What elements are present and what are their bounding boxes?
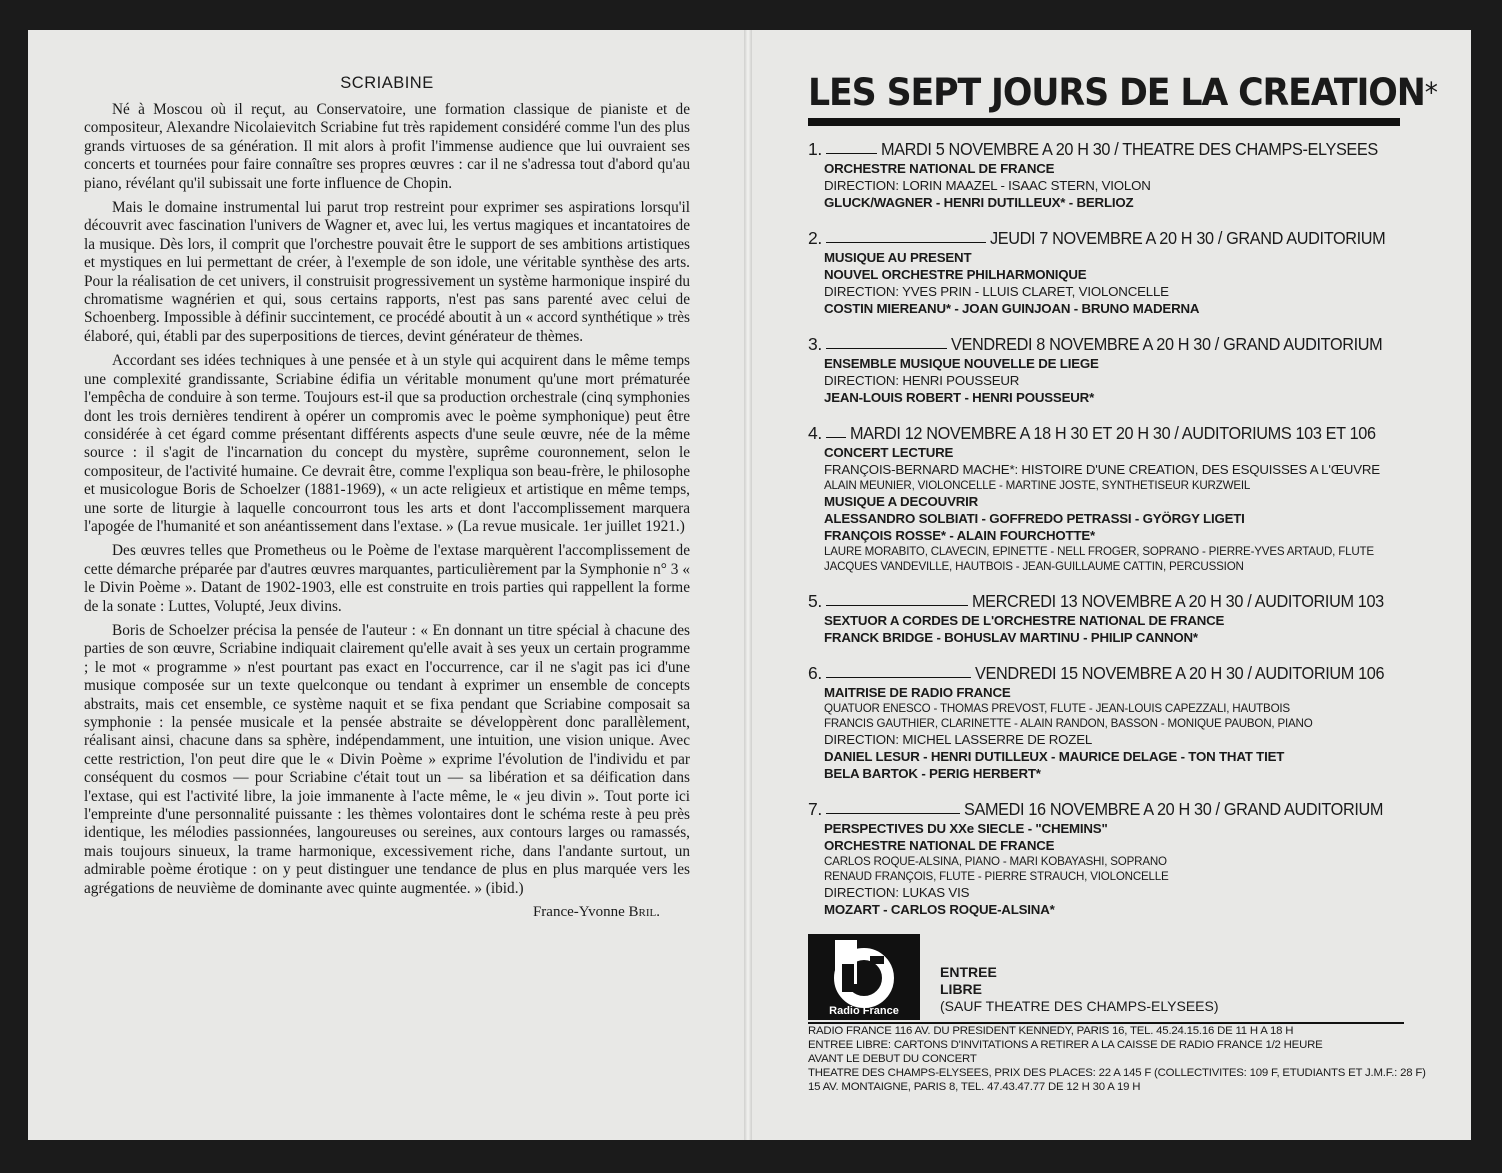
footer-line: THEATRE DES CHAMPS-ELYSEES, PRIX DES PLACES: 22 A 145 F (COLLECTIVITES: 109 F, ETUDIANTS ET J.M.F.: 28 F) <box>808 1066 1426 1079</box>
concert-day-blank-line <box>826 677 971 678</box>
concert-number: 3. <box>808 334 822 354</box>
concert-detail-line: SEXTUOR A CORDES DE L'ORCHESTRE NATIONAL DE FRANCE <box>824 613 1225 628</box>
concert-header <box>808 333 1415 355</box>
concert-header <box>808 798 1415 820</box>
concert-detail-line: QUATUOR ENESCO - THOMAS PREVOST, FLUTE - JEAN-LOUIS CAPEZZALI, HAUTBOIS <box>824 702 1290 715</box>
concert-date-venue: MARDI 5 NOVEMBRE A 20 H 30 / THEATRE DES CHAMPS-ELYSEES <box>880 139 1378 159</box>
concert-detail-line: DIRECTION: MICHEL LASSERRE DE ROZEL <box>824 732 1093 747</box>
concert-entry <box>808 798 1415 918</box>
concert-day-blank-line <box>826 813 961 814</box>
concert-detail-line: MUSIQUE AU PRESENT <box>824 250 972 265</box>
concert-detail-line: DIRECTION: LORIN MAAZEL - ISAAC STERN, VIOLON <box>824 178 1151 193</box>
entree-block <box>808 934 1415 1020</box>
concert-entry <box>808 227 1415 317</box>
page-fold <box>744 30 752 1140</box>
title-rule <box>808 118 1400 126</box>
concert-header <box>808 138 1415 160</box>
entree-line: ENTREE <box>940 964 997 980</box>
article-body <box>84 101 690 898</box>
concert-details <box>808 160 1415 211</box>
program-title-asterisk: * <box>1424 76 1437 109</box>
right-page <box>752 30 1471 1140</box>
concert-detail-line: ALESSANDRO SOLBIATI - GOFFREDO PETRASSI - GYÖRGY LIGETI <box>824 511 1245 526</box>
concert-number: 2. <box>808 228 822 248</box>
concert-date-venue: MERCREDI 13 NOVEMBRE A 20 H 30 / AUDITORIUM 103 <box>972 591 1385 611</box>
concert-details <box>808 249 1415 317</box>
concert-header <box>808 590 1415 612</box>
concert-detail-line: JACQUES VANDEVILLE, HAUTBOIS - JEAN-GUILLAUME CATTIN, PERCUSSION <box>824 560 1244 573</box>
concert-number: 7. <box>808 799 822 819</box>
concert-entry <box>808 138 1415 211</box>
concert-detail-line: ORCHESTRE NATIONAL DE FRANCE <box>824 838 1055 853</box>
concert-detail-line: DIRECTION: HENRI POUSSEUR <box>824 373 1020 388</box>
concert-detail-line: DANIEL LESUR - HENRI DUTILLEUX - MAURICE DELAGE - TON THAT TIET <box>824 749 1285 764</box>
concert-day-blank-line <box>826 153 877 154</box>
article-paragraph: Boris de Schoelzer précisa la pensée de l'auteur : « En donnant un titre spécial à chacune des parties de son œuvre, Scriabine indiquait clairement qu'elle avait à ses yeux un certain programme ; le mot « programme » n'est pourtant pas exact en l'occurrence, car il ne s'agit pas ici d'une musique composée sur un texte quelconque ou tendant à exprimer un ensemble de concepts abstraits, mais cet ensemble, ce système naquit et se fixa pendant que Scriabine composait sa symphonie : la pensée musicale et la pensée abstraite se développèrent donc parallèlement, réalisant ainsi, chacune dans sa sphère, indépendamment, une intuition, une vision unique. Avec cette restriction, l'on peut dire que le « Divin Poème » exprime l'évolution de l'individu et par conséquent du cosmos — pour Scriabine c'était tout un — sa libération et sa déification dans l'extase, qui est l'activité libre, la joie immanente à l'acte même, le « jeu divin ». Tout porte ici l'empreinte d'une personnalité puissante : les thèmes volontaires dont le schéma reste à peu près identique, les mélodies passionnées, langoureuses ou sereines, aux contours larges ou ramassés, mais toujours sinueux, la trame harmonique, excessivement riche, dans l'andante surtout, un admirable poème érotique : on y peut distinguer une tendance de plus en plus marquée vers les agrégations de neuvième de dominante avec quinte augmentée. » (ibid.) <box>84 621 690 897</box>
entree-line: LIBRE <box>940 981 982 997</box>
concert-detail-line: FRANÇOIS ROSSE* - ALAIN FOURCHOTTE* <box>824 528 1096 543</box>
concert-day-blank-line <box>826 348 947 349</box>
concert-details <box>808 684 1415 782</box>
concert-day-blank-line <box>826 605 968 606</box>
entree-text <box>940 964 1219 1015</box>
concert-detail-line: MAITRISE DE RADIO FRANCE <box>824 685 1011 700</box>
concert-detail-line: PERSPECTIVES DU XXe SIECLE - "CHEMINS" <box>824 821 1108 836</box>
concert-date-venue: SAMEDI 16 NOVEMBRE A 20 H 30 / GRAND AUDITORIUM <box>964 799 1384 819</box>
article-paragraph: Mais le domaine instrumental lui parut trop restreint pour exprimer ses aspirations lorsqu'il découvrit avec fascination l'univers de Wagner et, avec lui, les vertus magiques et incantatoires de la musique. Dès lors, il comprit que l'orchestre pouvait être le support de ses ambitions artistiques et mystiques en lui permettant de créer, à l'exemple de son idole, une véritable synthèse des arts. Pour la réalisation de cet univers, il construisit progressivement un système harmonique inspiré du chromatisme wagnérien et qui, sous certains rapports, n'est pas sans parenté avec celui de Schoenberg. Impossible à définir succintement, ce procédé aboutit à un « accord synthétique » très élaboré, qui, établi par des superpositions de tierces, devint générateur de thèmes. <box>84 199 690 345</box>
article-title: SCRIABINE <box>340 74 434 92</box>
signature-last-name: Bril. <box>628 904 660 921</box>
concert-day-blank-line <box>826 437 846 438</box>
concert-details <box>808 820 1415 918</box>
footer-line: 15 AV. MONTAIGNE, PARIS 8, TEL. 47.43.47.77 DE 12 H 30 A 19 H <box>808 1080 1141 1093</box>
concert-number: 5. <box>808 591 822 611</box>
concert-detail-line: ENSEMBLE MUSIQUE NOUVELLE DE LIEGE <box>824 356 1099 371</box>
concert-details <box>808 612 1415 646</box>
program-title-text: LES SEPT JOURS DE LA CREATION <box>808 71 1425 114</box>
article-paragraph: Accordant ses idées techniques à une pensée et à un style qui acquirent dans le même temps une complexité grandissante, Scriabine édifia un véritable monument qu'une mort prématurée l'empêcha de conduire à son terme. Toujours est-il que sa production orchestrale (cinq symphonies dont les trois dernières tendirent à opérer un compromis avec le poème symphonique) peut être considérée à cet égard comme présentant différents aspects d'une seule œuvre, née de la même source : il s'agit de l'incarnation du concept du mystère, suprême couronnement, selon le compositeur, de l'activité humaine. Ce devrait être, comme l'expliqua son beau-frère, le philosophe et musicologue Boris de Schoelzer (1881-1969), « un acte religieux et artistique en même temps, une sorte de liturgie à laquelle concourront tous les arts et dont l'accomplissement marquera l'apogée de l'humanité et son anéantissement dans l'extase. » (La revue musicale. 1er juillet 1921.) <box>84 352 690 535</box>
concert-detail-line: RENAUD FRANÇOIS, FLUTE - PIERRE STRAUCH, VIOLONCELLE <box>824 870 1169 883</box>
concert-detail-line: CONCERT LECTURE <box>824 445 954 460</box>
concert-day-blank-line <box>826 242 986 243</box>
concert-number: 1. <box>808 139 822 159</box>
article-paragraph: Des œuvres telles que Prometheus ou le Poème de l'extase marquèrent l'accomplissement de cette démarche préparée par d'autres œuvres marquantes, particulièrement par la Symphonie n° 3 « le Divin Poème ». Datant de 1902-1903, elle est construite en trois parties qui rappellent la forme de la sonate : Luttes, Volupté, Jeux divins. <box>84 542 690 615</box>
concert-detail-line: FRANÇOIS-BERNARD MACHE*: HISTOIRE D'UNE CREATION, DES ESQUISSES A L'ŒUVRE <box>824 462 1380 477</box>
concert-detail-line: MOZART - CARLOS ROQUE-ALSINA* <box>824 902 1055 917</box>
concert-detail-line: ALAIN MEUNIER, VIOLONCELLE - MARTINE JOSTE, SYNTHETISEUR KURZWEIL <box>824 479 1251 492</box>
concert-date-venue: JEUDI 7 NOVEMBRE A 20 H 30 / GRAND AUDITORIUM <box>989 228 1386 248</box>
article-signature <box>84 904 690 921</box>
concert-entry <box>808 662 1415 782</box>
concert-details <box>808 444 1415 574</box>
concert-entry <box>808 422 1415 574</box>
concert-detail-line: DIRECTION: YVES PRIN - LLUIS CLARET, VIOLONCELLE <box>824 284 1169 299</box>
concert-list <box>808 138 1415 918</box>
concert-details <box>808 355 1415 406</box>
concert-detail-line: BELA BARTOK - PERIG HERBERT* <box>824 766 1041 781</box>
concert-detail-line: DIRECTION: LUKAS VIS <box>824 885 970 900</box>
concert-header <box>808 227 1415 249</box>
concert-date-venue: MARDI 12 NOVEMBRE A 18 H 30 ET 20 H 30 / AUDITORIUMS 103 ET 106 <box>849 423 1376 443</box>
concert-date-venue: VENDREDI 8 NOVEMBRE A 20 H 30 / GRAND AUDITORIUM <box>951 334 1383 354</box>
footer-info <box>808 1024 1426 1094</box>
concert-detail-line: GLUCK/WAGNER - HENRI DUTILLEUX* - BERLIOZ <box>824 195 1134 210</box>
concert-detail-line: NOUVEL ORCHESTRE PHILHARMONIQUE <box>824 267 1087 282</box>
concert-entry <box>808 333 1415 406</box>
concert-detail-line: FRANCK BRIDGE - BOHUSLAV MARTINU - PHILIP CANNON* <box>824 630 1198 645</box>
concert-detail-line: ORCHESTRE NATIONAL DE FRANCE <box>824 161 1055 176</box>
concert-detail-line: MUSIQUE A DECOUVRIR <box>824 494 979 509</box>
program-title <box>808 70 1437 116</box>
entree-line: (SAUF THEATRE DES CHAMPS-ELYSEES) <box>940 998 1219 1014</box>
left-page <box>28 30 744 1140</box>
concert-detail-line: COSTIN MIEREANU* - JOAN GUINJOAN - BRUNO MADERNA <box>824 301 1200 316</box>
concert-detail-line: LAURE MORABITO, CLAVECIN, EPINETTE - NELL FROGER, SOPRANO - PIERRE-YVES ARTAUD, FLUTE <box>824 545 1374 558</box>
signature-first-name: France-Yvonne <box>532 904 625 921</box>
concert-header <box>808 422 1415 444</box>
concert-number: 6. <box>808 663 822 683</box>
article-paragraph: Né à Moscou où il reçut, au Conservatoire, une formation classique de pianiste et de compositeur, Alexandre Nicolaievitch Scriabine fut très rapidement considéré comme l'un des plus grands virtuoses de sa génération. Il mit alors à profit l'immense audience que lui ouvraient ses concerts et tournées pour faire connaître ses propres œuvres : car il ne s'adressa tout d'abord qu'au piano, révélant qu'il subissait une forte influence de Chopin. <box>84 101 690 192</box>
footer-line: AVANT LE DEBUT DU CONCERT <box>808 1052 977 1065</box>
concert-number: 4. <box>808 423 822 443</box>
footer-line: ENTREE LIBRE: CARTONS D'INVITATIONS A RETIRER A LA CAISSE DE RADIO FRANCE 1/2 HEURE <box>808 1038 1323 1051</box>
concert-detail-line: CARLOS ROQUE-ALSINA, PIANO - MARI KOBAYASHI, SOPRANO <box>824 855 1167 868</box>
concert-entry <box>808 590 1415 646</box>
concert-detail-line: FRANCIS GAUTHIER, CLARINETTE - ALAIN RANDON, BASSON - MONIQUE PAUBON, PIANO <box>824 717 1313 730</box>
footer-line: RADIO FRANCE 116 AV. DU PRESIDENT KENNEDY, PARIS 16, TEL. 45.24.15.16 DE 11 H A 18 H <box>808 1024 1294 1037</box>
logo-text: Radio France <box>829 1005 899 1017</box>
radio-france-logo <box>808 934 920 1020</box>
concert-date-venue: VENDREDI 15 NOVEMBRE A 20 H 30 / AUDITORIUM 106 <box>975 663 1385 683</box>
concert-header <box>808 662 1415 684</box>
concert-detail-line: JEAN-LOUIS ROBERT - HENRI POUSSEUR* <box>824 390 1095 405</box>
